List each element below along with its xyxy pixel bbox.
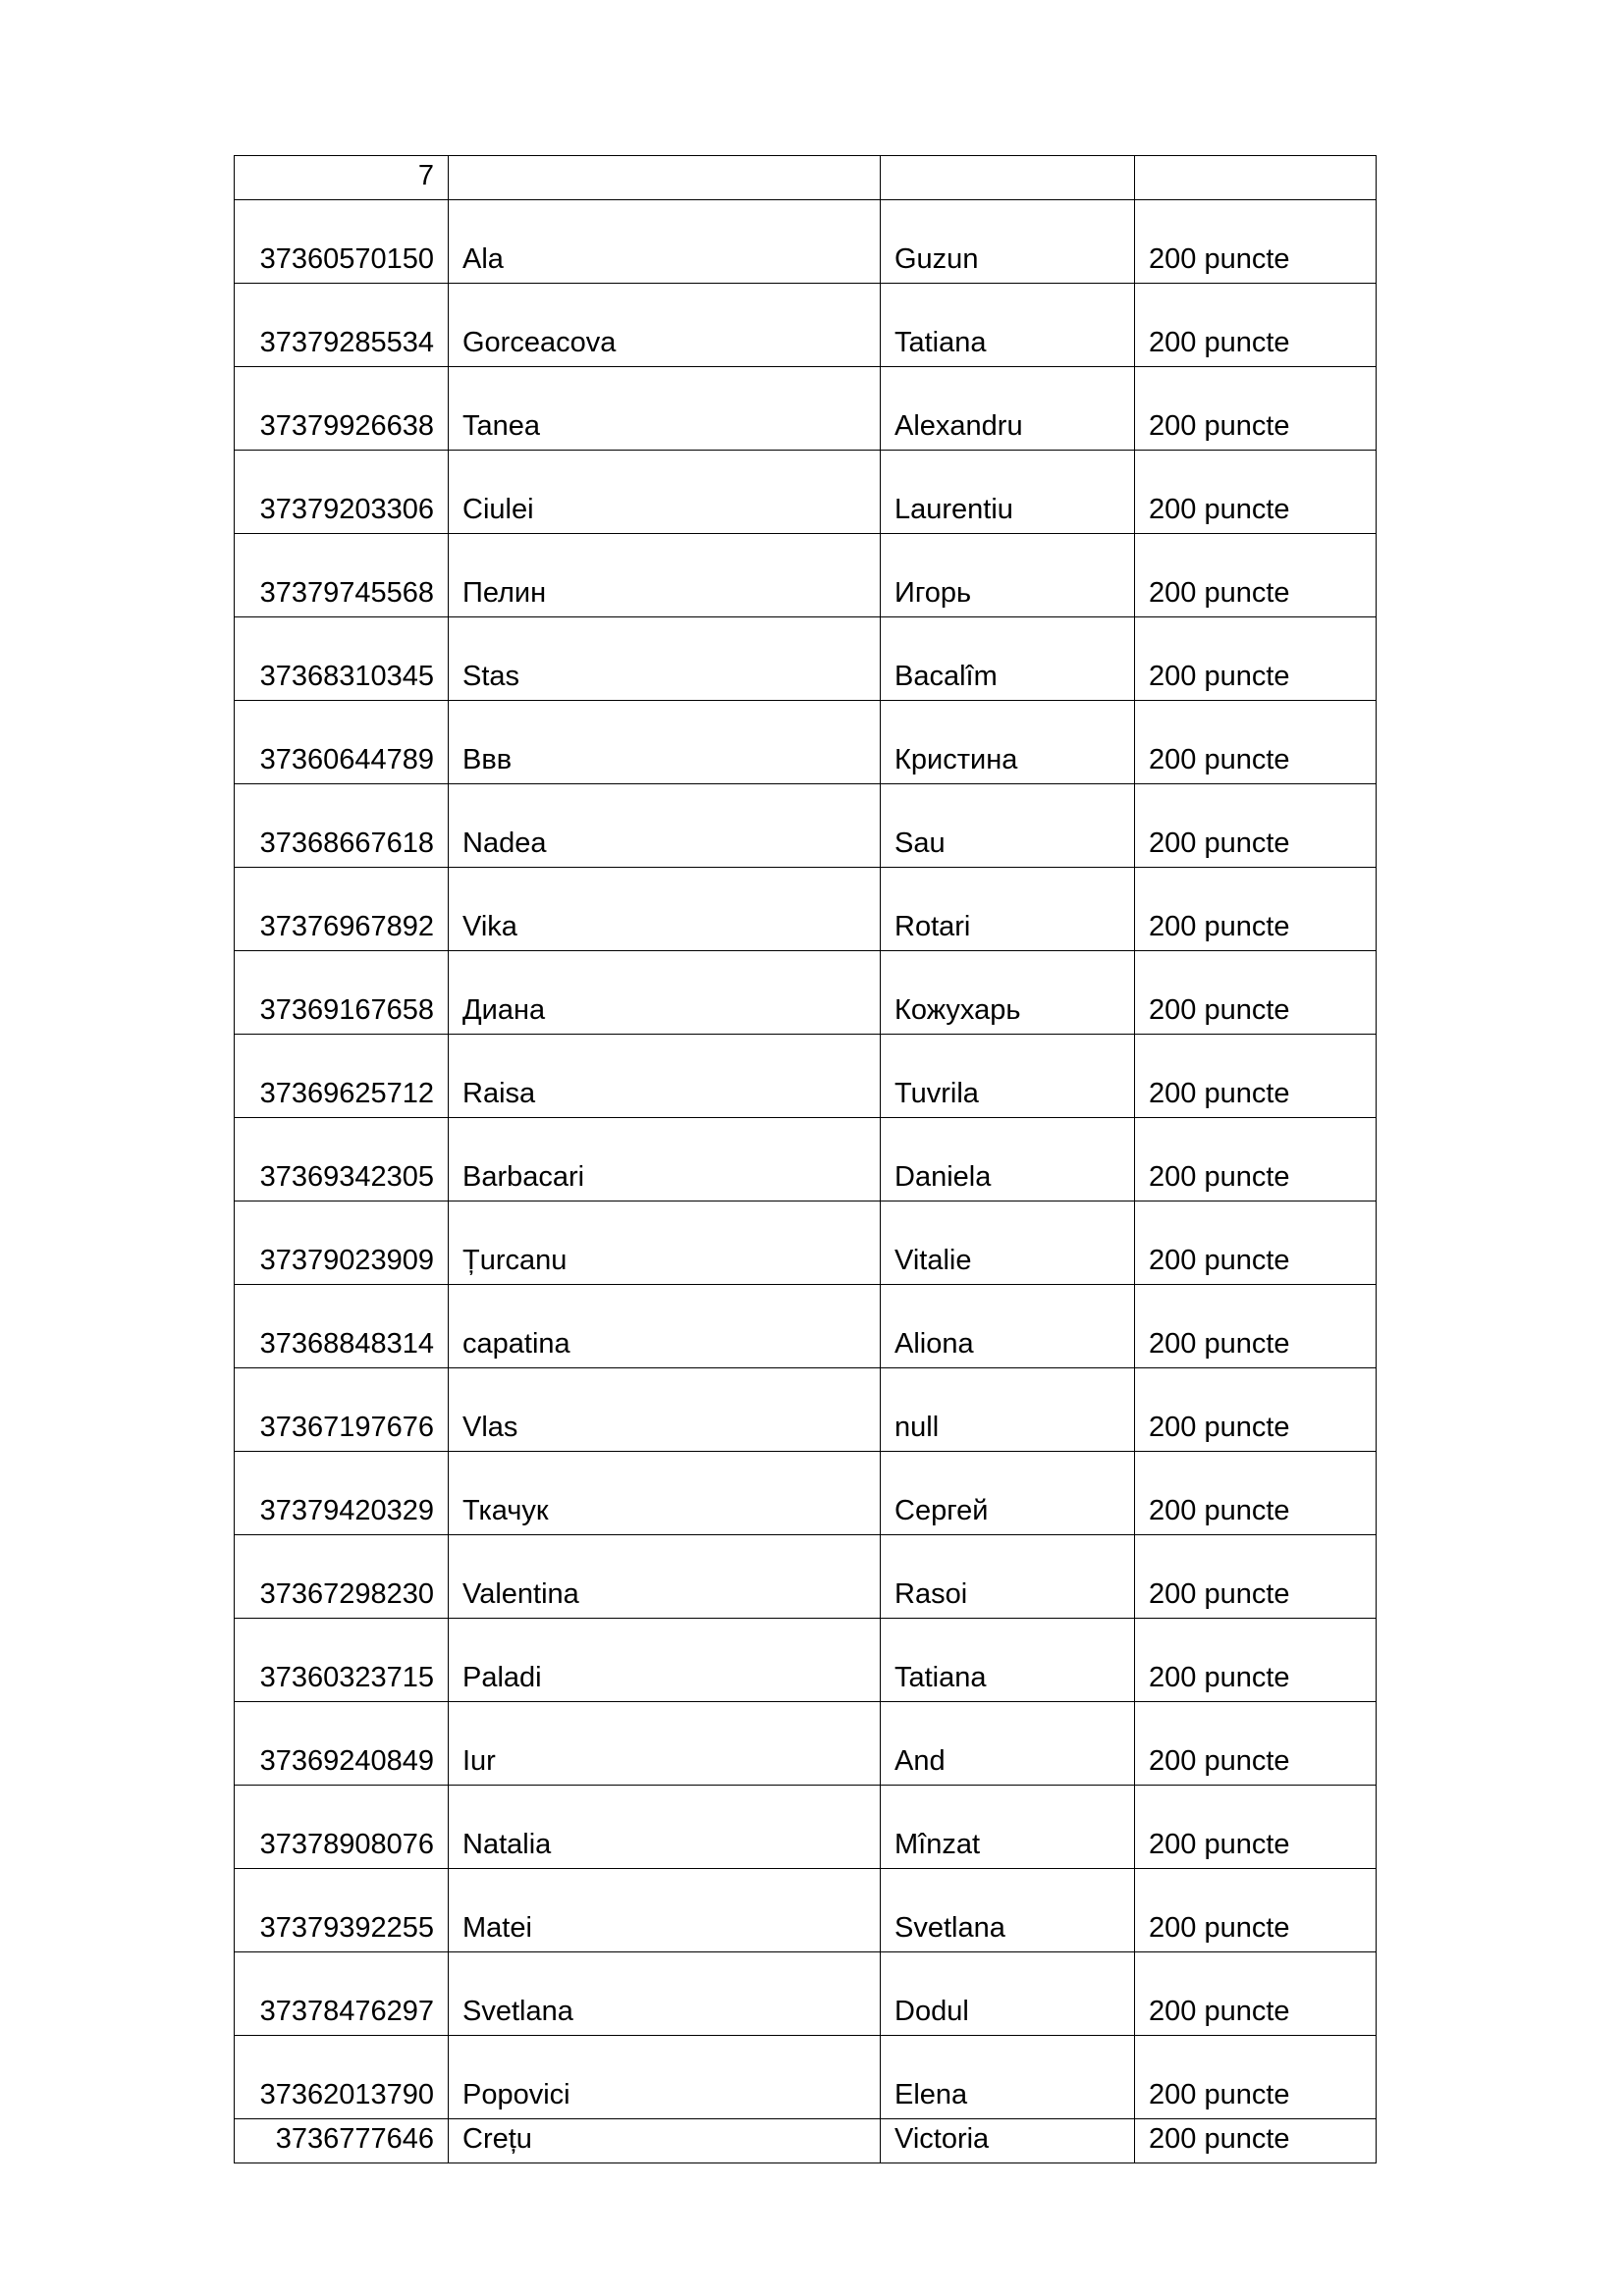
table-row (235, 1118, 1377, 1201)
cell-first-name: Vlas (449, 1368, 881, 1452)
cell-first-name: Nadea (449, 784, 881, 868)
cell-first-name: Stas (449, 617, 881, 701)
cell-first-name: Ala (449, 200, 881, 284)
table-row (235, 1201, 1377, 1285)
cell-id: 37369240849 (235, 1702, 449, 1786)
cell-points: 200 puncte (1135, 1535, 1377, 1619)
cell-first-name: Paladi (449, 1619, 881, 1702)
cell-last-name: Daniela (881, 1118, 1135, 1201)
table-row (235, 1786, 1377, 1869)
cell-last-name: null (881, 1368, 1135, 1452)
table-row (235, 1619, 1377, 1702)
table-row (235, 1702, 1377, 1786)
cell-first-name: Ткачук (449, 1452, 881, 1535)
cell-points: 200 puncte (1135, 2036, 1377, 2119)
cell-first-name: Ввв (449, 701, 881, 784)
cell-first-name: Gorceacova (449, 284, 881, 367)
cell-id: 37360323715 (235, 1619, 449, 1702)
cell-last-name: Tatiana (881, 284, 1135, 367)
cell-last-name: Игорь (881, 534, 1135, 617)
cell-points: 200 puncte (1135, 451, 1377, 534)
cell-points: 200 puncte (1135, 617, 1377, 701)
cell-last-name: Elena (881, 2036, 1135, 2119)
cell-first-name: Crețu (449, 2119, 881, 2163)
cell-points: 200 puncte (1135, 1368, 1377, 1452)
cell-last-name: Vitalie (881, 1201, 1135, 1285)
cell-last-name: Tuvrila (881, 1035, 1135, 1118)
cell-points: 200 puncte (1135, 1118, 1377, 1201)
cell-id: 37367197676 (235, 1368, 449, 1452)
cell-first-name: Natalia (449, 1786, 881, 1869)
cell-last-name: Сергей (881, 1452, 1135, 1535)
cell-last-name: Aliona (881, 1285, 1135, 1368)
table-row (235, 534, 1377, 617)
cell-first-name: Iur (449, 1702, 881, 1786)
cell-first-name: Диана (449, 951, 881, 1035)
cell-first-name: Raisa (449, 1035, 881, 1118)
cell-first-name: Tanea (449, 367, 881, 451)
table-row (235, 451, 1377, 534)
cell-last-name: Dodul (881, 1952, 1135, 2036)
cell-points: 200 puncte (1135, 701, 1377, 784)
cell-id: 7 (235, 156, 449, 200)
cell-last-name: Кожухарь (881, 951, 1135, 1035)
cell-first-name: capatina (449, 1285, 881, 1368)
cell-points: 200 puncte (1135, 367, 1377, 451)
cell-last-name: Bacalîm (881, 617, 1135, 701)
table-body (235, 156, 1377, 2163)
cell-points: 200 puncte (1135, 951, 1377, 1035)
table-row (235, 868, 1377, 951)
table-row (235, 1452, 1377, 1535)
table-row (235, 156, 1377, 200)
cell-last-name: Sau (881, 784, 1135, 868)
table-row (235, 1285, 1377, 1368)
table-row (235, 1535, 1377, 1619)
table-row (235, 367, 1377, 451)
table-row (235, 951, 1377, 1035)
cell-last-name: Mînzat (881, 1786, 1135, 1869)
table-row (235, 1368, 1377, 1452)
cell-points: 200 puncte (1135, 1285, 1377, 1368)
cell-last-name: Svetlana (881, 1869, 1135, 1952)
table-row (235, 784, 1377, 868)
cell-points: 200 puncte (1135, 2119, 1377, 2163)
cell-id: 37362013790 (235, 2036, 449, 2119)
table-row (235, 1952, 1377, 2036)
cell-id: 37379926638 (235, 367, 449, 451)
cell-id: 37369342305 (235, 1118, 449, 1201)
cell-points (1135, 156, 1377, 200)
table-row (235, 2119, 1377, 2163)
cell-id: 37379420329 (235, 1452, 449, 1535)
cell-first-name: Ciulei (449, 451, 881, 534)
cell-first-name: Пелин (449, 534, 881, 617)
cell-points: 200 puncte (1135, 784, 1377, 868)
cell-id: 37379745568 (235, 534, 449, 617)
cell-id: 37360644789 (235, 701, 449, 784)
cell-last-name: Guzun (881, 200, 1135, 284)
table-row (235, 2036, 1377, 2119)
cell-points: 200 puncte (1135, 1452, 1377, 1535)
table-row (235, 200, 1377, 284)
cell-id: 37368310345 (235, 617, 449, 701)
cell-points: 200 puncte (1135, 868, 1377, 951)
cell-id: 37379285534 (235, 284, 449, 367)
cell-id: 37368667618 (235, 784, 449, 868)
cell-id: 37378476297 (235, 1952, 449, 2036)
cell-id: 37379203306 (235, 451, 449, 534)
cell-id: 37367298230 (235, 1535, 449, 1619)
cell-id: 37368848314 (235, 1285, 449, 1368)
cell-first-name (449, 156, 881, 200)
table-row (235, 701, 1377, 784)
cell-points: 200 puncte (1135, 1035, 1377, 1118)
cell-last-name: Rasoi (881, 1535, 1135, 1619)
cell-points: 200 puncte (1135, 1869, 1377, 1952)
cell-id: 37369167658 (235, 951, 449, 1035)
cell-id: 37379023909 (235, 1201, 449, 1285)
cell-first-name: Popovici (449, 2036, 881, 2119)
cell-points: 200 puncte (1135, 1619, 1377, 1702)
cell-points: 200 puncte (1135, 284, 1377, 367)
cell-last-name: Laurentiu (881, 451, 1135, 534)
cell-points: 200 puncte (1135, 200, 1377, 284)
cell-first-name: Matei (449, 1869, 881, 1952)
cell-id: 37376967892 (235, 868, 449, 951)
cell-last-name: Tatiana (881, 1619, 1135, 1702)
cell-points: 200 puncte (1135, 1702, 1377, 1786)
cell-id: 37379392255 (235, 1869, 449, 1952)
cell-first-name: Țurcanu (449, 1201, 881, 1285)
cell-last-name: Alexandru (881, 367, 1135, 451)
cell-id: 37369625712 (235, 1035, 449, 1118)
cell-first-name: Valentina (449, 1535, 881, 1619)
cell-points: 200 puncte (1135, 1786, 1377, 1869)
cell-first-name: Svetlana (449, 1952, 881, 2036)
cell-id: 3736777646 (235, 2119, 449, 2163)
table-row (235, 1035, 1377, 1118)
participants-table (234, 155, 1377, 2163)
cell-last-name (881, 156, 1135, 200)
cell-points: 200 puncte (1135, 1952, 1377, 2036)
cell-last-name: Victoria (881, 2119, 1135, 2163)
cell-last-name: Кристина (881, 701, 1135, 784)
cell-points: 200 puncte (1135, 1201, 1377, 1285)
cell-points: 200 puncte (1135, 534, 1377, 617)
cell-last-name: And (881, 1702, 1135, 1786)
cell-last-name: Rotari (881, 868, 1135, 951)
cell-id: 37378908076 (235, 1786, 449, 1869)
table-row (235, 1869, 1377, 1952)
cell-first-name: Vika (449, 868, 881, 951)
table-row (235, 284, 1377, 367)
cell-first-name: Barbacari (449, 1118, 881, 1201)
cell-id: 37360570150 (235, 200, 449, 284)
table-row (235, 617, 1377, 701)
